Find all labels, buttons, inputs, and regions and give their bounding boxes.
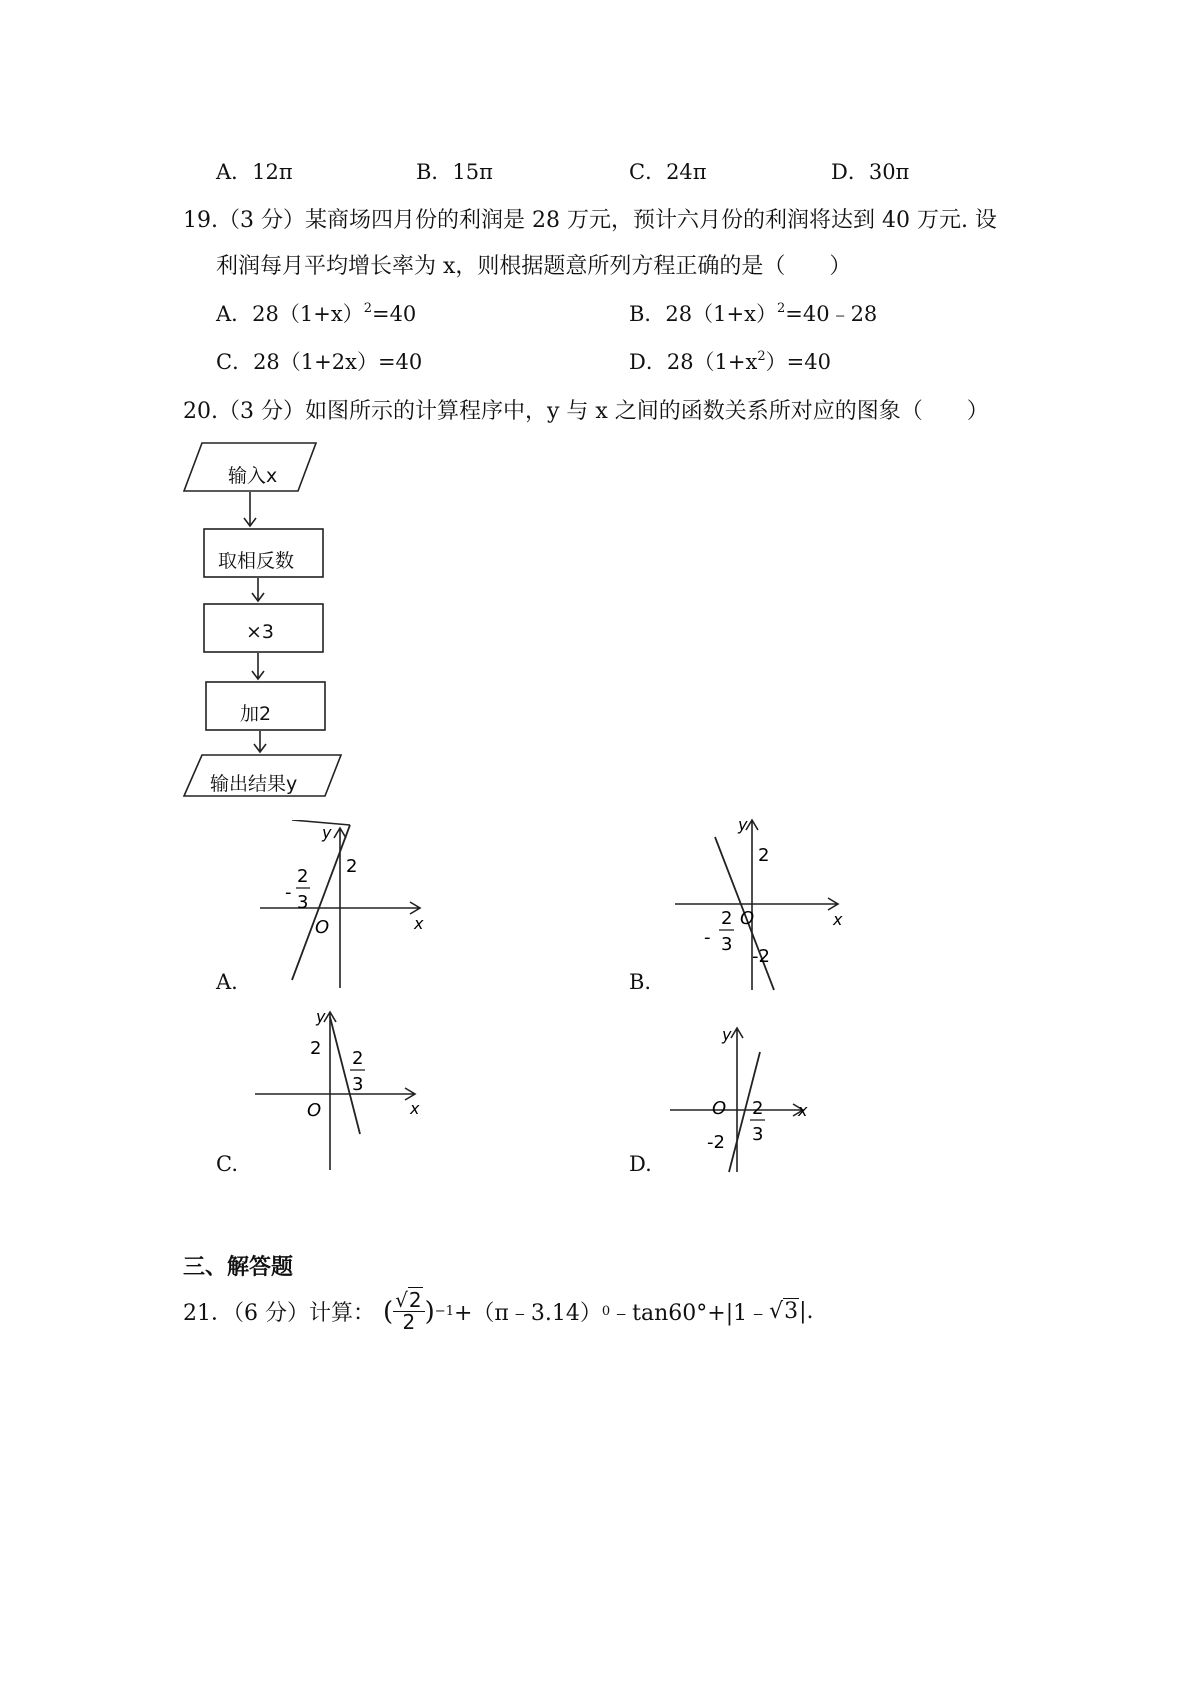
graph-c-frac-den: 3: [352, 1074, 364, 1095]
graph-b-y-label: y: [738, 815, 748, 834]
graph-d-option-label: D.: [629, 1152, 652, 1176]
flow-arrow-1: [244, 492, 256, 526]
graph-b-top-label: 2: [758, 845, 770, 866]
q19-b-exp: 2: [776, 301, 786, 316]
flow-step-negate: 取相反数: [218, 550, 295, 572]
flow-arrow-4: [254, 731, 266, 752]
flow-arrow-3: [252, 653, 264, 679]
q19-a-exp: 2: [363, 301, 372, 316]
graph-d-frac-den: 3: [752, 1124, 764, 1145]
graph-a: [250, 820, 430, 990]
q21-sqrt-radicand: 2: [408, 1288, 422, 1312]
graph-d-frac-num: 2: [752, 1098, 764, 1119]
graph-c: [250, 1002, 430, 1172]
flow-step-input: 输入x: [228, 465, 278, 487]
graph-a-origin: O: [315, 917, 330, 938]
graph-a-frac-den: 3: [297, 892, 309, 913]
q21-left-paren: (: [383, 1296, 394, 1327]
graph-a-frac-num: 2: [297, 866, 309, 887]
graph-b-x-axis: [675, 898, 838, 910]
graph-a-y-label: y: [322, 823, 332, 842]
flow-arrow-2: [252, 578, 264, 601]
graph-c-y-intercept: 2: [310, 1038, 322, 1059]
graph-b-x-label: x: [833, 910, 843, 929]
graph-d-origin: O: [712, 1098, 727, 1119]
graph-d-x-label: x: [798, 1101, 808, 1120]
q18-option-b: B．15π: [416, 160, 493, 184]
q19-stem-line2: 利润每月平均增长率为 x，则根据题意所列方程正确的是（ ）: [216, 254, 852, 279]
graph-a-x-label: x: [414, 914, 424, 933]
flow-step-output: 输出结果y: [210, 773, 298, 795]
graph-b: [670, 812, 850, 992]
graph-a-frac-sign: -: [285, 882, 292, 903]
q21-tan-term: ﹣tan60°+|1﹣: [610, 1301, 770, 1326]
graph-c-frac-num: 2: [352, 1048, 364, 1069]
q21-fraction: [393, 1290, 424, 1333]
graph-b-frac-den: 3: [721, 934, 733, 955]
q21-sqrt3: √3: [769, 1299, 799, 1324]
q18-option-d: D．30π: [831, 160, 910, 184]
graph-c-y-label: y: [316, 1007, 326, 1026]
graph-d-y-axis: [731, 1028, 743, 1172]
q19-a-base: A．28（1+x）: [216, 302, 364, 326]
q19-b-base: B．28（1+x）: [629, 302, 777, 326]
graph-b-frac-sign: -: [704, 927, 711, 948]
graph-d-y-label: y: [722, 1025, 732, 1044]
q21-frac-den: 2: [402, 1310, 416, 1334]
graph-d-y-intercept: -2: [707, 1132, 725, 1153]
q20-stem: 20.（3 分）如图所示的计算程序中，y 与 x 之间的函数关系所对应的图象（ ）: [183, 399, 989, 424]
q19-stem-line1: 19.（3 分）某商场四月份的利润是 28 万元，预计六月份的利润将达到 40 万元. 设: [183, 208, 997, 233]
q21-sqrt3-radicand: 3: [784, 1299, 799, 1324]
graph-a-y-intercept: 2: [346, 856, 358, 877]
graph-c-option-label: C.: [216, 1152, 238, 1176]
q21-expression: 21．（6 分）计算： ( $\frac{√2}{2}$ ) −1 +（π﹣3.14） 0 ﹣tan60°+|1﹣ √3 |.: [183, 1288, 814, 1334]
graph-c-origin: O: [307, 1100, 322, 1121]
graph-d: [665, 1022, 815, 1174]
graph-b-option-label: B.: [629, 970, 652, 994]
q19-b-rhs: =40﹣28: [785, 302, 878, 326]
flow-step-times3: ×3: [246, 621, 275, 643]
q21-right-paren: ): [424, 1296, 435, 1327]
flow-step-add2: 加2: [240, 703, 272, 725]
graph-b-y-intercept: -2: [752, 946, 770, 967]
q18-option-a: A．12π: [216, 160, 293, 184]
graph-a-option-label: A.: [216, 970, 238, 994]
q19-option-a: [216, 298, 416, 328]
q21-frac-num: √2: [393, 1290, 424, 1312]
q19-d-exp: 2: [757, 349, 766, 364]
q19-a-rhs: =40: [371, 302, 417, 326]
q19-d-base: D．28（1+x: [629, 350, 758, 374]
q19-d-rhs: ）=40: [765, 350, 831, 374]
q19-option-d: [629, 346, 831, 376]
graph-c-x-label: x: [410, 1099, 420, 1118]
q21-end: |.: [799, 1299, 814, 1324]
q21-prefix: 21．（6 分）计算：: [183, 1301, 375, 1326]
q18-option-c: C．24π: [629, 160, 707, 184]
q19-option-c: C．28（1+2x）=40: [216, 350, 423, 374]
q19-option-b: [629, 298, 877, 328]
section-heading: 三、解答题: [183, 1255, 294, 1280]
graph-b-frac-num: 2: [721, 908, 733, 929]
q21-pi-term: +（π﹣3.14）: [453, 1301, 602, 1326]
graph-c-x-axis: [255, 1088, 415, 1100]
graph-a-line: [292, 820, 350, 825]
graph-b-origin: O: [740, 908, 755, 929]
